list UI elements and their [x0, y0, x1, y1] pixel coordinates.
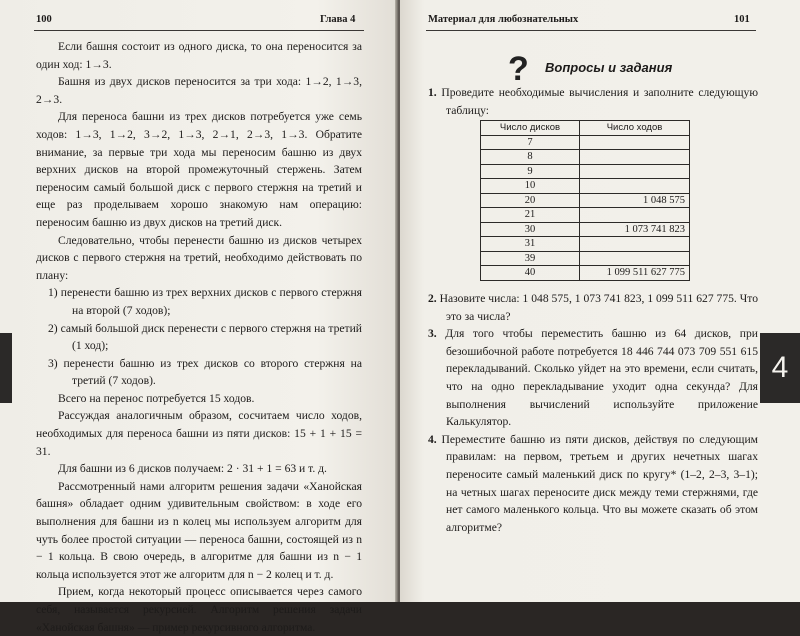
move-count-cell: 1 073 741 823 — [580, 222, 690, 237]
table-header-moves: Число ходов — [580, 121, 690, 136]
paragraph: Если башня состоит из одного диска, то она переносится за один ход: 1→3. — [36, 40, 362, 71]
paragraph: Для башни из 6 дисков получаем: 2 · 31 + 1 = 63 и т. д. — [58, 462, 327, 476]
question-text: Переместите башню из пяти дисков, действуя по следующим правилам: на первом, третьем и других нечетных шагах переносите самый маленький диск по кругу* (1–2, 2–3, 3–1); на четных шагах переносите диск между теми стержнями, где нет самого маленького кольца. Что вы можете сказать об этом алгоритме? — [441, 432, 758, 534]
page-number-right: 101 — [734, 14, 750, 25]
question-number: 4. — [428, 432, 437, 446]
hanoi-table — [480, 120, 690, 281]
question-1 — [428, 84, 758, 119]
running-head: Материал для любознательных — [428, 14, 579, 25]
question-mark-icon: ? — [508, 50, 529, 88]
table-row — [481, 164, 690, 179]
disk-count-cell: 40 — [481, 266, 580, 281]
paragraph: Для переноса башни из трех дисков потребуется уже семь ходов: 1→3, 1→2, 3→2, 1→3, 2→1, 2→3, 1→3. Обратите внимание, за первые три хода мы переносим башню из двух верхних дисков на второй промежуточный стержень. Затем переносим самый большой диск с первого стержня на третий и еще раз проделываем хорошо знакомую нам операцию: переносим башню из двух дисков на третий диск. — [36, 110, 362, 229]
disk-count-cell: 20 — [481, 193, 580, 208]
disk-count-cell: 21 — [481, 208, 580, 223]
disk-count-cell: 7 — [481, 135, 580, 150]
paragraph: Следовательно, чтобы перенести башню из дисков четырех дисков с первого стержня на третий, необходимо действовать по плану: — [36, 233, 362, 282]
paragraph: Рассмотренный нами алгоритм решения задачи «Ханойская башня» обладает одним удивительным свойством: в ходе его выполнения для башни из n колец мы используем алгоритм для чуть более простой ситуации — переноса башни, состоящей из n − 1 кольца. В свою очередь, в алгоритме для башни из n − 1 кольца используется этот же алгоритм для n − 2 колец и т. д. — [36, 479, 362, 581]
question-text: Назовите числа: 1 048 575, 1 073 741 823, 1 099 511 627 775. Что это за числа? — [439, 292, 758, 323]
paragraph: Рассуждая аналогичным образом, сосчитаем число ходов, необходимых для переноса башни из пяти дисков: 15 + 1 + 15 = 31. — [36, 409, 362, 458]
table-row — [481, 135, 690, 150]
disk-count-cell: 9 — [481, 164, 580, 179]
table-row — [481, 222, 690, 237]
table-row — [481, 150, 690, 165]
disk-count-cell: 10 — [481, 179, 580, 194]
table-row — [481, 237, 690, 252]
question-text: Для того чтобы переместить башню из 64 дисков, при безошибочной работе потребуется 18 446 744 073 709 551 615 перекладываний. Сколько уйдет на это времени, если считать, что на одно перекладывание уходит одна секунда? Для выполнения вычислений используйте приложение Калькулятор. — [445, 327, 758, 429]
page-number-left: 100 — [36, 14, 52, 25]
section-title: Вопросы и задания — [545, 60, 673, 75]
paragraph: Всего на перенос потребуется 15 ходов. — [58, 391, 255, 405]
thumb-index-left — [0, 333, 12, 403]
move-count-cell — [580, 179, 690, 194]
move-count-cell — [580, 150, 690, 165]
move-count-cell — [580, 237, 690, 252]
table-body — [481, 135, 690, 280]
table-row — [481, 266, 690, 281]
header-rule — [426, 30, 756, 31]
move-count-cell — [580, 164, 690, 179]
question-number: 1. — [428, 86, 437, 99]
table-row — [481, 179, 690, 194]
thumb-index-right: 4 — [760, 333, 800, 403]
questions-2-4 — [428, 290, 758, 536]
paragraph: Прием, когда некоторый процесс описывается через самого себя, называется рекурсией. Алгоритм решения задачи «Ханойская башня» — пример рекурсивного алгоритма. — [36, 585, 362, 634]
move-count-cell — [580, 208, 690, 223]
move-count-cell: 1 048 575 — [580, 193, 690, 208]
plan-item: 3) перенести башню из трех дисков со второго стержня на третий (7 ходов). — [48, 356, 362, 388]
disk-count-cell: 30 — [481, 222, 580, 237]
move-count-cell: 1 099 511 627 775 — [580, 266, 690, 281]
paragraph: Башня из двух дисков переносится за три хода: 1→2, 1→3, 2→3. — [36, 75, 362, 106]
table-header-disks: Число дисков — [481, 121, 580, 136]
plan-item: 1) перенести башню из трех верхних дисков с первого стержня на второй (7 ходов); — [48, 286, 362, 317]
move-count-cell — [580, 135, 690, 150]
question-text: Проведите необходимые вычисления и заполните следующую таблицу: — [441, 86, 758, 117]
question-number: 2. — [428, 292, 437, 305]
left-text-block — [36, 38, 362, 636]
table-row — [481, 251, 690, 266]
chapter-title: Глава 4 — [320, 14, 356, 25]
disk-count-cell: 31 — [481, 237, 580, 252]
question-number: 3. — [428, 327, 437, 341]
header-rule — [34, 30, 364, 31]
left-page — [0, 0, 397, 634]
disk-count-cell: 8 — [481, 150, 580, 165]
table-row — [481, 208, 690, 223]
disk-count-cell: 39 — [481, 251, 580, 266]
move-count-cell — [580, 251, 690, 266]
plan-item: 2) самый большой диск перенести с первого стержня на третий (1 ход); — [48, 321, 362, 353]
table-row — [481, 193, 690, 208]
